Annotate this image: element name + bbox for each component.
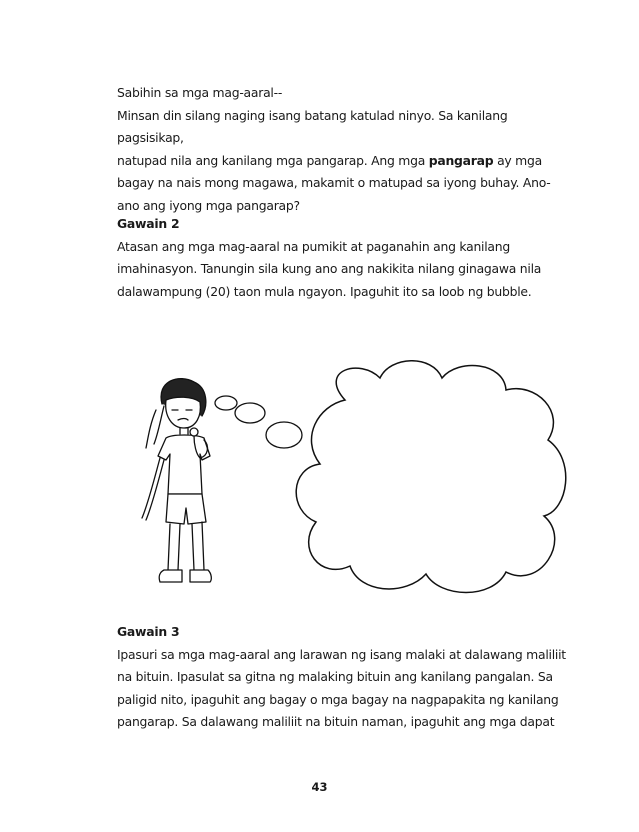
gawain-3-line: paligid nito, ipaguhit ang bagay o mga bagay na nagpapakita ng kanilang — [117, 691, 559, 707]
intro-paragraph — [117, 82, 577, 218]
keyword-pangarap: pangarap — [428, 152, 494, 168]
gawain-3-line: pangarap. Sa dalawang maliliit na bituin naman, ipaguhit ang mga dapat — [117, 714, 555, 730]
page-number: 43 — [311, 780, 328, 794]
gawain-2-line: imahinasyon. Tanungin sila kung ano ang nakikita nilang ginagawa nila — [117, 261, 542, 277]
intro-text: natupad nila ang kanilang mga pangarap. Ang mga — [117, 152, 429, 168]
gawain-2-line: dalawampung (20) taon mula ngayon. Ipaguhit ito sa loob ng bubble. — [117, 283, 532, 299]
intro-line: ano ang iyong mga pangarap? — [117, 197, 300, 213]
gawain-2-heading: Gawain 2 — [117, 216, 180, 231]
gawain-3-line: na bituin. Ipasulat sa gitna ng malaking bituin ang kanilang pangalan. Sa — [117, 669, 553, 685]
gawain-3-section — [117, 621, 577, 734]
intro-line: bagay na nais mong magawa, makamit o matupad sa iyong buhay. Ano- — [117, 175, 551, 191]
medium-thought-bubble — [235, 403, 265, 423]
intro-text: ay mga — [493, 152, 542, 168]
gawain-2-line: Atasan ang mga mag-aaral na pumikit at paganahin ang kanilang — [117, 238, 510, 254]
intro-line: Minsan din silang naging isang batang katulad ninyo. Sa kanilang pagsisikap, — [117, 107, 508, 146]
dream-cloud-bubble — [296, 361, 566, 593]
girl-figure — [142, 379, 211, 582]
gawain-3-heading: Gawain 3 — [117, 624, 180, 639]
small-thought-bubble — [215, 396, 237, 410]
girl-thought-bubble-illustration — [120, 360, 580, 600]
intro-line — [117, 150, 577, 173]
intro-line: Sabihin sa mga mag-aaral-- — [117, 85, 283, 100]
gawain-3-line: Ipasuri sa mga mag-aaral ang larawan ng isang malaki at dalawang maliliit — [117, 646, 566, 662]
large-thought-bubble — [266, 422, 302, 448]
gawain-2-section — [117, 213, 577, 303]
